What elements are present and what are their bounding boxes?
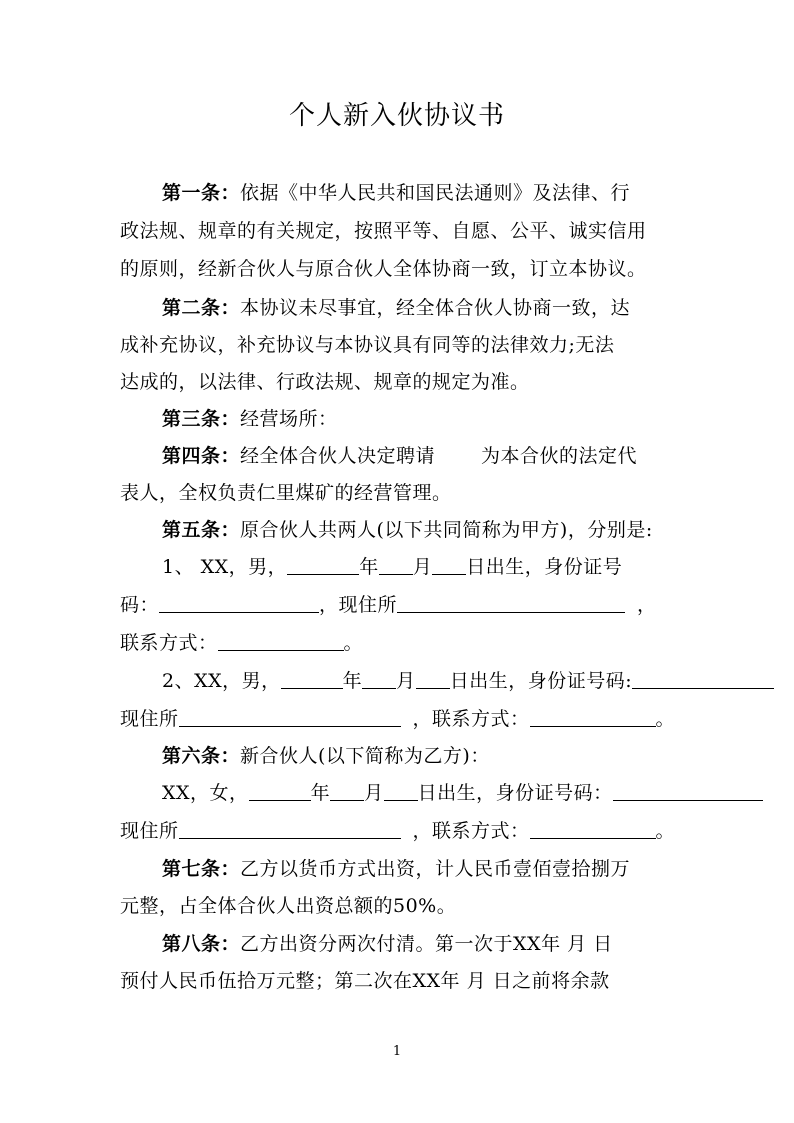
new-partner-contact-label: ，联系方式： [412, 820, 530, 842]
partner-1-address-blank [397, 594, 625, 613]
partner-1-line-1 [162, 554, 622, 580]
article-4-text-1a: 经全体合伙人决定聘请 [240, 445, 436, 467]
partner-1-contact-label: 联系方式： [120, 632, 218, 654]
article-5-label: 第五条： [162, 519, 241, 541]
article-1-label: 第一条： [162, 182, 241, 204]
partner-1-month-label: 月 [412, 556, 433, 578]
article-7-line-1 [162, 856, 630, 882]
new-partner-end: 。 [655, 820, 676, 842]
article-3-text: 经营场所： [240, 408, 338, 430]
new-partner-year-label: 年 [310, 782, 331, 804]
new-partner-prefix: XX，女， [162, 782, 249, 804]
page-number: 1 [392, 1044, 402, 1059]
partner-1-birth-month-blank [379, 556, 413, 575]
article-6-line-1 [162, 743, 490, 769]
article-4-line-1 [162, 443, 637, 469]
partner-1-address-end: ， [637, 594, 657, 616]
partner-1-line-3 [120, 630, 363, 656]
new-partner-line-1 [162, 780, 763, 806]
article-2-line-3: 达成的，以法律、行政法规、规章的规定为准。 [120, 371, 530, 393]
partner-2-day-label: 日出生，身份证号码: [449, 670, 633, 692]
partner-2-end: 。 [655, 708, 676, 730]
document-title: 个人新入伙协议书 [288, 101, 505, 131]
article-2-label: 第二条： [162, 297, 241, 319]
partner-1-year-label: 年 [359, 556, 379, 578]
partner-1-birth-day-blank [432, 556, 466, 575]
partner-2-id-blank [632, 670, 774, 689]
article-3-label: 第三条： [162, 408, 241, 430]
new-partner-address-blank [179, 820, 401, 839]
partner-2-address-label: 现住所 [120, 708, 179, 730]
partner-2-birth-month-blank [362, 670, 396, 689]
article-4-label: 第四条： [162, 445, 241, 467]
article-4-text-1b: 为本合伙的法定代 [481, 445, 638, 467]
partner-1-id-blank [159, 594, 319, 613]
new-partner-id-blank [613, 782, 763, 801]
article-7-text-1: 乙方以货币方式出资，计人民币壹佰壹拾捌万 [240, 858, 631, 880]
partner-1-day-label: 日出生，身份证号 [466, 556, 623, 578]
partner-1-birth-year-blank [287, 556, 359, 575]
article-8-line-2: 预付人民币伍拾万元整；第二次在XX年 月 日之前将余款 [120, 970, 610, 992]
partner-2-month-label: 月 [396, 670, 416, 692]
partner-2-contact-label: ，联系方式： [412, 708, 530, 730]
article-6-label: 第六条： [162, 745, 241, 767]
new-partner-contact-blank [530, 820, 656, 839]
article-8-line-1 [162, 931, 613, 957]
article-8-label: 第八条： [162, 933, 241, 955]
article-1-line-1 [162, 180, 630, 206]
article-8-text-1: 乙方出资分两次付清。第一次于XX年 月 日 [240, 933, 613, 955]
partner-1-end: 。 [343, 632, 364, 654]
new-partner-address-label: 现住所 [120, 820, 179, 842]
partner-2-address-blank [179, 708, 401, 727]
new-partner-birth-year-blank [249, 782, 311, 801]
new-partner-birth-day-blank [384, 782, 418, 801]
article-6-text: 新合伙人(以下简称为乙方)： [240, 745, 490, 767]
article-1-text-1: 依据《中华人民共和国民法通则》及法律、行 [240, 182, 631, 204]
article-2-line-1 [162, 295, 630, 321]
article-4-line-2: 表人，全权负责仁里煤矿的经营管理。 [120, 482, 452, 504]
article-2-text-1: 本协议未尽事宜，经全体合伙人协商一致，达 [240, 297, 631, 319]
new-partner-birth-month-blank [330, 782, 364, 801]
partner-2-line-2 [120, 706, 675, 732]
article-5-line-1 [162, 517, 653, 543]
article-1-line-3: 的原则，经新合伙人与原合伙人全体协商一致，订立本协议。 [120, 258, 647, 280]
partner-1-id-label: 码： [120, 594, 160, 616]
article-7-line-2: 元整，占全体合伙人出资总额的50%。 [120, 895, 457, 917]
new-partner-month-label: 月 [364, 782, 384, 804]
partner-1-line-2 [120, 592, 657, 618]
article-3-line [162, 406, 338, 432]
new-partner-line-2 [120, 818, 675, 844]
partner-2-prefix: 2、XX，男， [162, 670, 281, 692]
article-2-line-2: 成补充协议，补充协议与本协议具有同等的法律效力;无法 [120, 334, 615, 356]
partner-1-address-label: ，现住所 [319, 594, 398, 616]
article-1-line-2: 政法规、规章的有关规定，按照平等、自愿、公平、诚实信用 [120, 220, 647, 242]
partner-2-line-1 [162, 668, 774, 694]
article-7-label: 第七条： [162, 858, 241, 880]
partner-2-birth-year-blank [281, 670, 343, 689]
article-5-text: 原合伙人共两人(以下共同简称为甲方)，分别是: [240, 519, 653, 541]
partner-1-prefix: 1、 XX，男， [162, 556, 288, 578]
partner-2-contact-blank [530, 708, 656, 727]
new-partner-day-label: 日出生，身份证号码： [417, 782, 613, 804]
partner-2-birth-day-blank [416, 670, 450, 689]
partner-2-year-label: 年 [342, 670, 363, 692]
partner-1-contact-blank [218, 632, 344, 651]
